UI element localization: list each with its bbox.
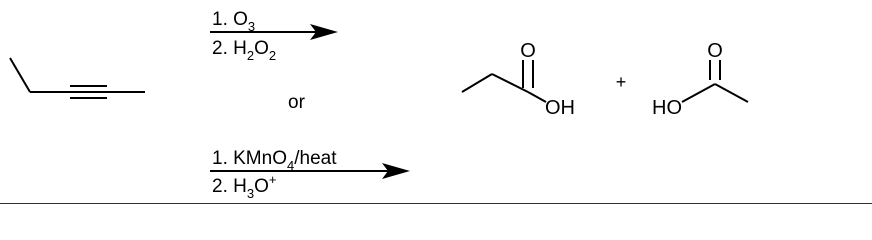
reagent-step1-top: 1. $O_3$ <box>212 9 256 34</box>
reagent-step1-bottom: 1. KMnO$_4$/heat <box>212 148 337 173</box>
acetic-acid-structure <box>682 60 748 102</box>
propanoic-carbonyl-oxygen: O <box>520 40 536 62</box>
acetic-carbonyl-oxygen: O <box>707 40 723 62</box>
starting-alkyne-structure <box>10 58 145 98</box>
propanoic-acid-structure <box>462 60 546 102</box>
or-label: or <box>288 92 305 113</box>
reagent-step2-top: 2. $H_2O_2$ <box>212 38 277 63</box>
plus-sign: + <box>615 72 627 92</box>
reagent-step2-bottom: 2. $H_3O^+$ <box>212 172 277 201</box>
acetic-hydroxyl: HO <box>652 97 682 119</box>
propanoic-hydroxyl: OH <box>545 97 575 119</box>
